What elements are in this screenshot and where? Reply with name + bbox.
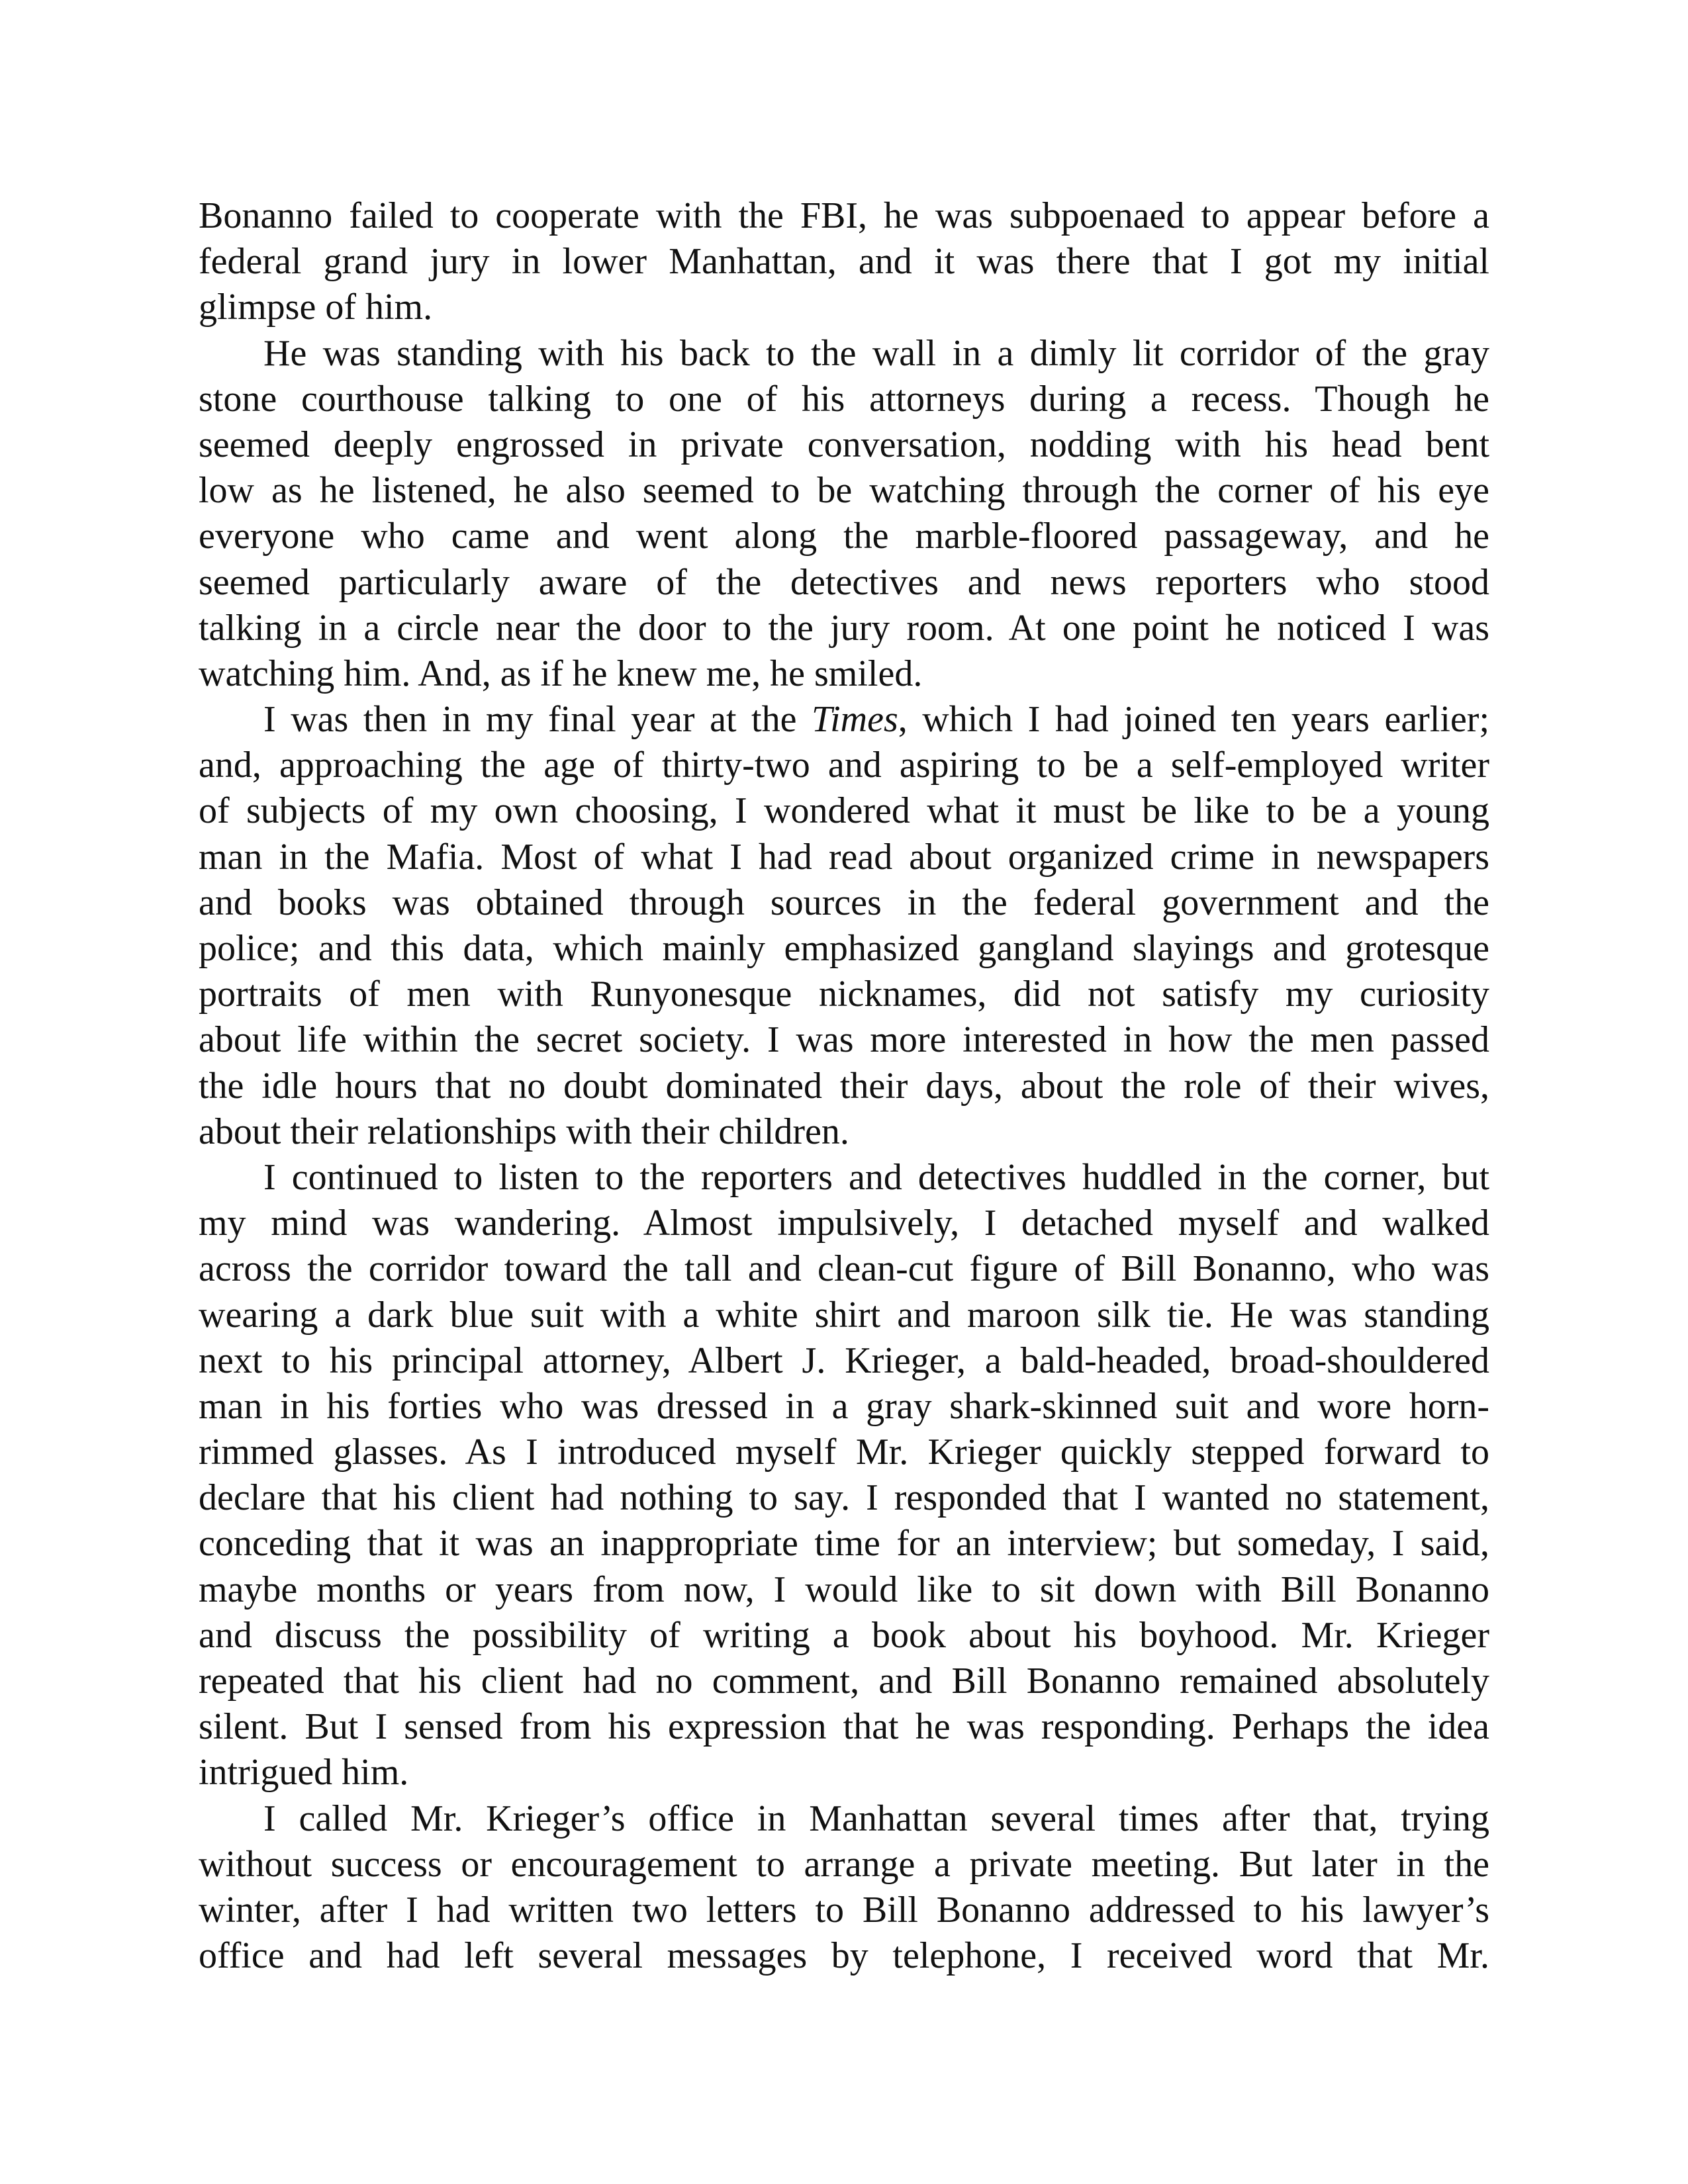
text-line: everyone who came and went along the marble-floored passageway, and he	[199, 516, 1489, 557]
paragraph-5	[199, 1796, 1489, 1979]
text-line: portraits of men with Runyonesque nicknames, did not satisfy my curiosity	[199, 974, 1489, 1015]
text-line: without success or encouragement to arrange a private meeting. But later in the	[199, 1843, 1489, 1885]
text-line: seemed particularly aware of the detectives and news reporters who stood	[199, 561, 1489, 603]
text-line: rimmed glasses. As I introduced myself Mr. Krieger quickly stepped forward to	[199, 1432, 1489, 1473]
text-line: police; and this data, which mainly emphasized gangland slayings and grotesque	[199, 928, 1489, 969]
text-line: low as he listened, he also seemed to be watching through the corner of his eye	[199, 470, 1489, 512]
text-line: about life within the secret society. I was more interested in how the men passed	[199, 1019, 1489, 1061]
text-line: and, approaching the age of thirty-two and aspiring to be a self-employed writer	[199, 745, 1489, 786]
text-line: declare that his client had nothing to say. I responded that I wanted no statement,	[199, 1477, 1489, 1519]
text-run: , which I had joined ten years earlier;	[898, 699, 1490, 741]
text-line: next to his principal attorney, Albert J. Krieger, a bald-headed, broad-shouldered	[199, 1340, 1489, 1381]
text-line: intrigued him.	[199, 1752, 409, 1794]
text-line: winter, after I had written two letters to Bill Bonanno addressed to his lawyer’s	[199, 1889, 1489, 1931]
paragraph-3	[199, 697, 1489, 1155]
text-line: Bonanno failed to cooperate with the FBI, he was subpoenaed to appear before a	[199, 195, 1489, 236]
text-line: repeated that his client had no comment, and Bill Bonanno remained absolutely	[199, 1661, 1489, 1702]
text-line: of subjects of my own choosing, I wondered what it must be like to be a young	[199, 790, 1489, 832]
text-line: stone courthouse talking to one of his attorneys during a recess. Though he	[199, 378, 1489, 420]
text-line: office and had left several messages by telephone, I received word that Mr.	[199, 1935, 1489, 1977]
text-line: the idle hours that no doubt dominated their days, about the role of their wives,	[199, 1065, 1489, 1107]
text-line: He was standing with his back to the wall in a dimly lit corridor of the gray	[263, 332, 1489, 374]
text-line: talking in a circle near the door to the jury room. At one point he noticed I was	[199, 607, 1489, 649]
paragraph-2	[199, 331, 1489, 698]
paragraph-4	[199, 1155, 1489, 1796]
text-line: conceding that it was an inappropriate time for an interview; but someday, I said,	[199, 1523, 1489, 1565]
text-line: silent. But I sensed from his expression that he was responding. Perhaps the idea	[199, 1706, 1489, 1748]
body-text	[199, 193, 1489, 1979]
text-line: maybe months or years from now, I would like to sit down with Bill Bonanno	[199, 1569, 1489, 1610]
text-line: seemed deeply engrossed in private conversation, nodding with his head bent	[199, 424, 1489, 465]
text-line: federal grand jury in lower Manhattan, and it was there that I got my initial	[199, 241, 1489, 283]
text-run: I was then in my final year at the	[263, 699, 812, 741]
text-line: watching him. And, as if he knew me, he smiled.	[199, 653, 923, 694]
text-line: I called Mr. Krieger’s office in Manhattan several times after that, trying	[263, 1797, 1489, 1839]
text-line: about their relationships with their children.	[199, 1111, 849, 1152]
text-line: man in the Mafia. Most of what I had read about organized crime in newspapers	[199, 836, 1489, 878]
text-line: my mind was wandering. Almost impulsively, I detached myself and walked	[199, 1203, 1489, 1244]
text-line: man in his forties who was dressed in a gray shark-skinned suit and wore horn-	[199, 1385, 1489, 1427]
text-line	[199, 697, 1489, 743]
text-line: and discuss the possibility of writing a book about his boyhood. Mr. Krieger	[199, 1614, 1489, 1656]
text-line: glimpse of him.	[199, 287, 433, 328]
paragraph-1	[199, 193, 1489, 331]
text-line: and books was obtained through sources in the federal government and the	[199, 882, 1489, 923]
newspaper-title: Times	[812, 699, 898, 741]
text-line: across the corridor toward the tall and clean-cut figure of Bill Bonanno, who was	[199, 1248, 1489, 1290]
text-line: I continued to listen to the reporters and detectives huddled in the corner, but	[263, 1156, 1489, 1198]
text-line: wearing a dark blue suit with a white shirt and maroon silk tie. He was standing	[199, 1294, 1489, 1336]
